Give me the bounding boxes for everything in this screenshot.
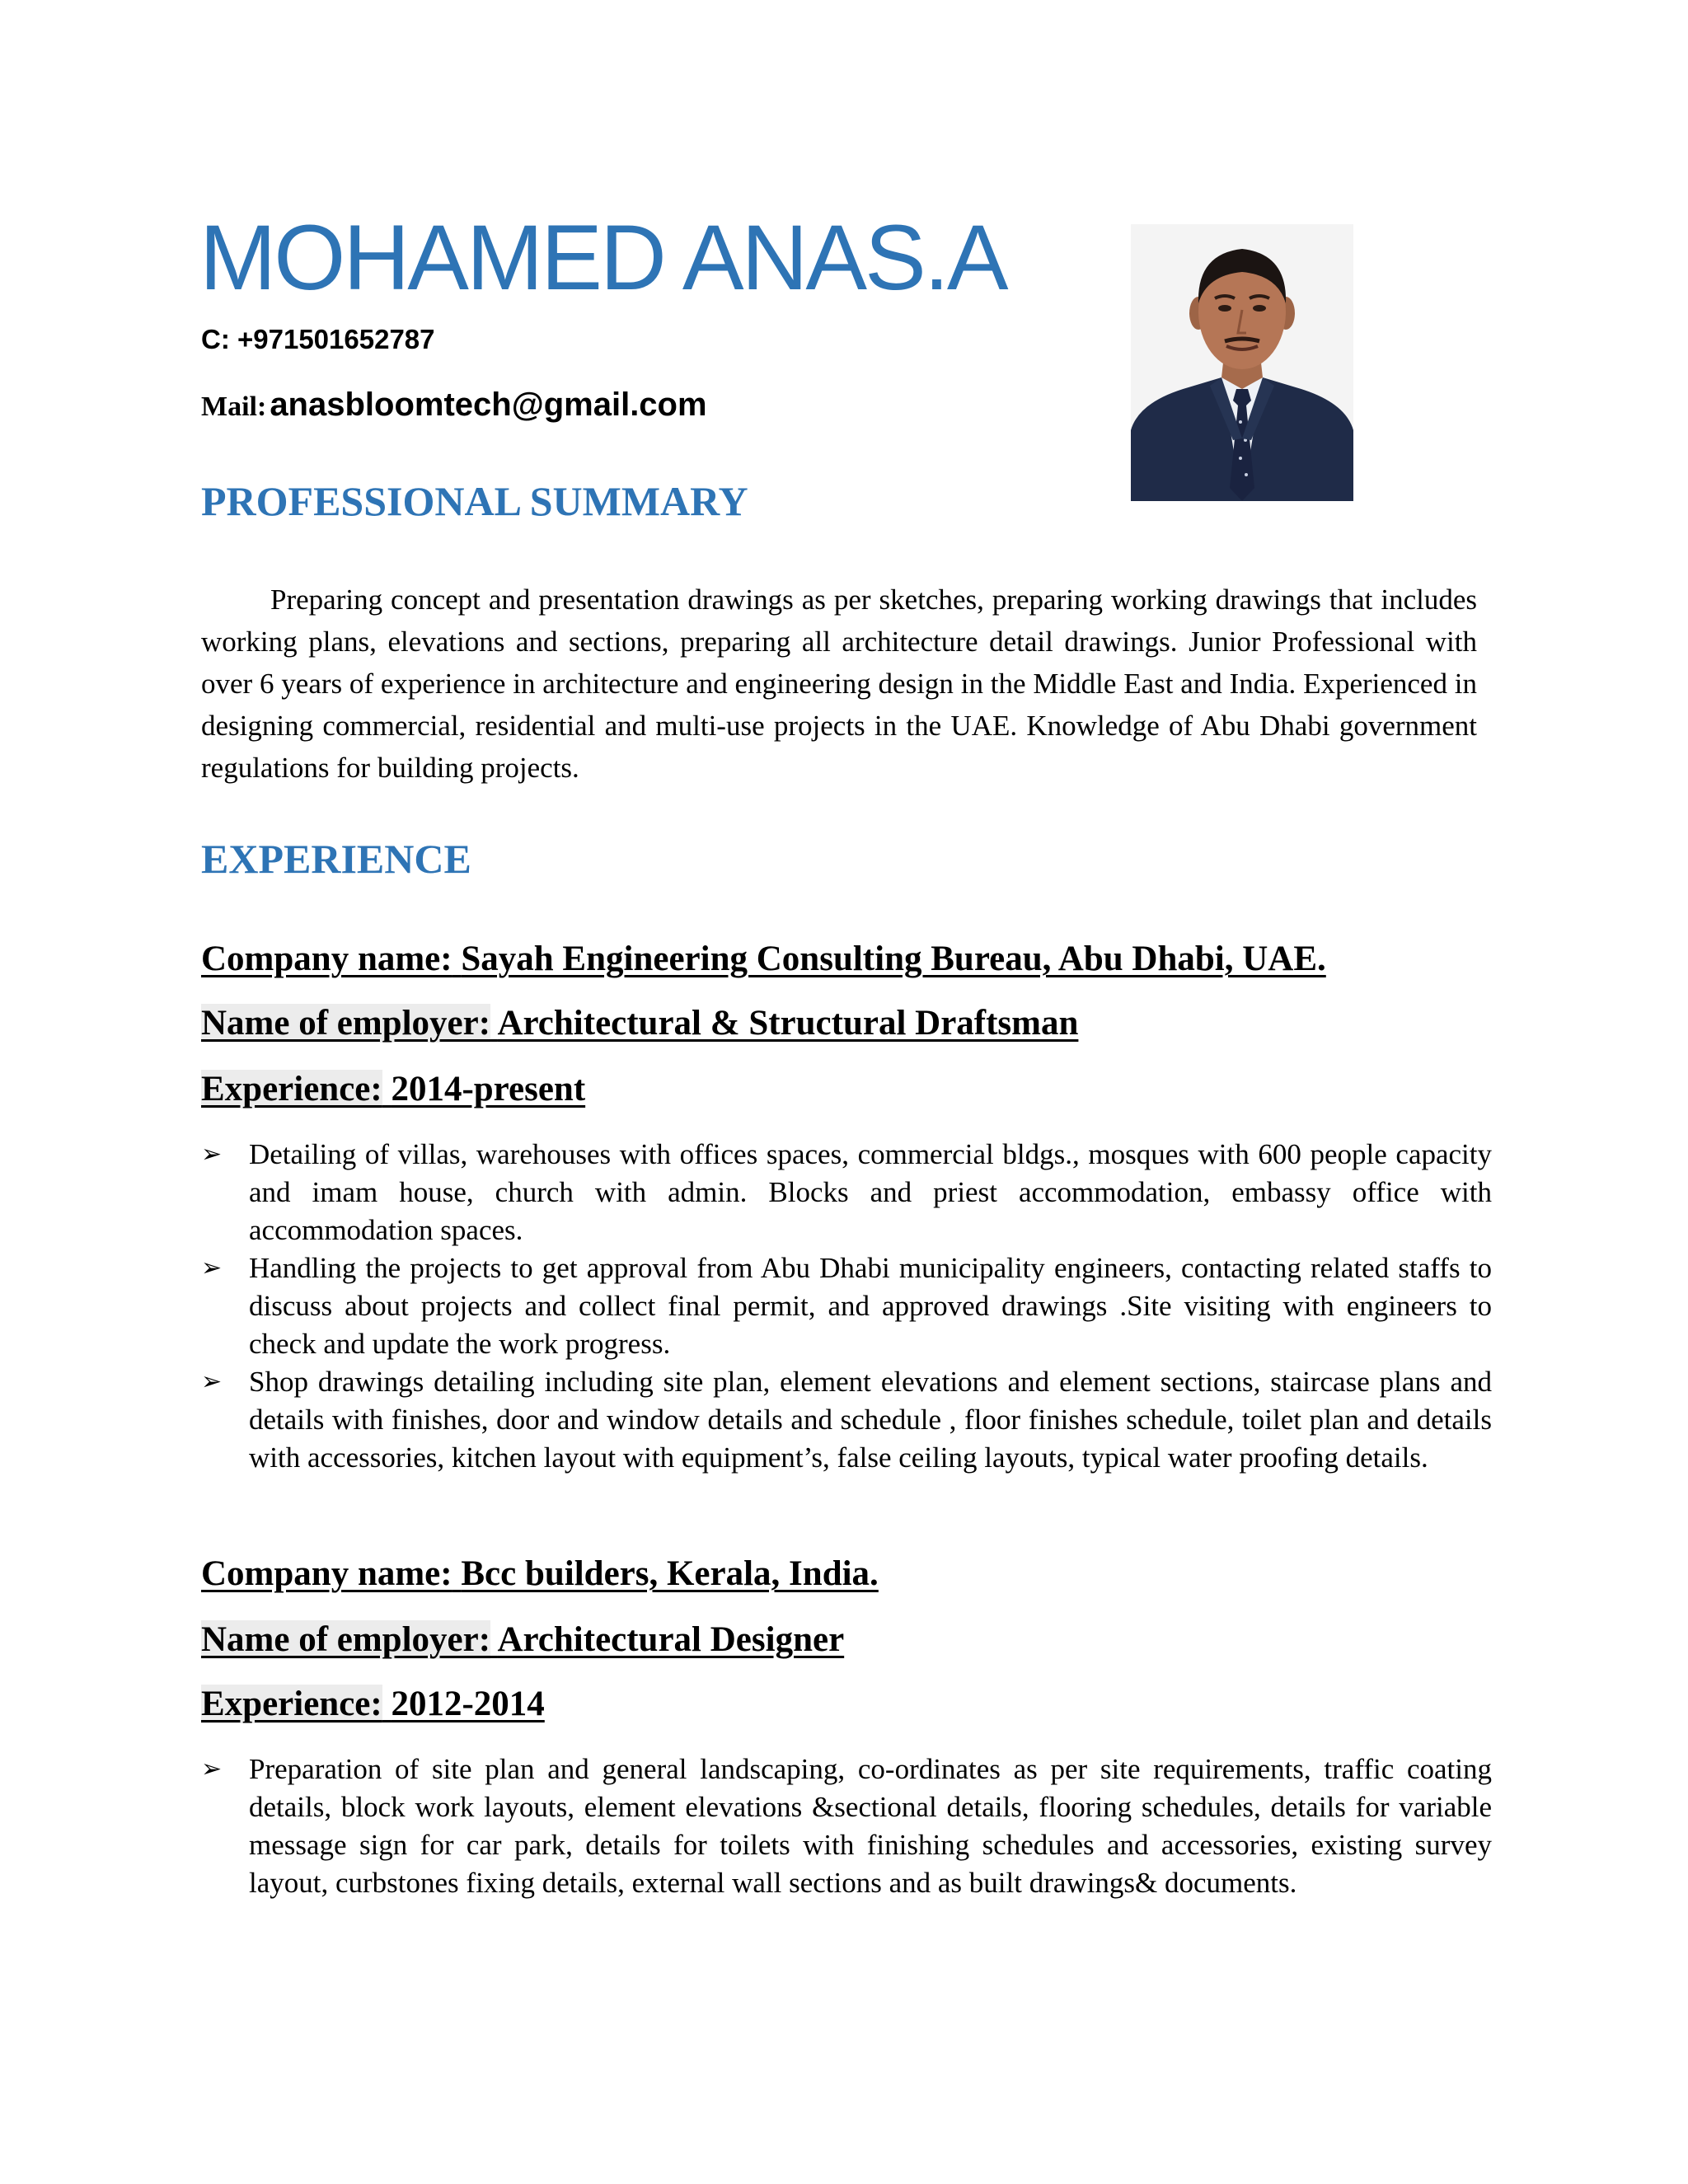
employer-label: Name of employer:	[201, 1620, 491, 1659]
portrait-image	[1131, 224, 1353, 501]
job2-period	[201, 1681, 545, 1727]
period-value: 2012-2014	[391, 1685, 545, 1723]
job2-duties	[201, 1750, 1492, 1902]
profile-photo	[1131, 224, 1353, 501]
job1-employer	[201, 1001, 1078, 1047]
job2-employer	[201, 1617, 844, 1663]
duty-text: Detailing of villas, warehouses with offices spaces, commercial bldgs., mosques with 600 people capacity and imam house, church with admin. Blocks and priest accommodation, embassy office with accommodation spaces.	[249, 1138, 1492, 1246]
arrowhead-bullet-icon: ➢	[201, 1755, 223, 1783]
mail-line	[201, 384, 707, 433]
job1-duties	[201, 1136, 1492, 1477]
list-item	[201, 1136, 1492, 1249]
phone-value: +971501652787	[237, 324, 435, 354]
phone-line	[201, 323, 435, 356]
summary-heading: PROFESSIONAL SUMMARY	[201, 478, 748, 524]
phone-label: C:	[201, 324, 230, 354]
mail-label: Mail:	[201, 391, 267, 422]
period-label: Experience:	[201, 1685, 382, 1723]
employer-value: Architectural Designer	[497, 1620, 845, 1659]
arrowhead-bullet-icon: ➢	[201, 1367, 223, 1396]
job1-period	[201, 1066, 585, 1113]
employer-value: Architectural & Structural Draftsman	[497, 1004, 1079, 1043]
duty-text: Shop drawings detailing including site plan, element elevations and element sections, staircase plans and details with finishes, door and window details and schedule , floor finishes schedule, toilet plan and details with accessories, kitchen layout with equipment’s, false ceiling layouts, typical water proofing details.	[249, 1366, 1492, 1474]
job1-company	[201, 936, 1326, 982]
company-value: Sayah Engineering Consulting Bureau, Abu Dhabi, UAE.	[461, 940, 1326, 978]
company-value: Bcc builders, Kerala, India.	[461, 1554, 879, 1593]
period-value: 2014-present	[391, 1070, 586, 1108]
summary-paragraph: Preparing concept and presentation drawings as per sketches, preparing working drawings that includes working plans, elevations and sections, preparing all architecture detail drawings. Junior Professional with over 6 years of experience in architecture and engineering design in the Middle East and India. Experienced in designing commercial, residential and multi-use projects in the UAE. Knowledge of Abu Dhabi government regulations for building projects.	[201, 583, 1477, 784]
period-label: Experience:	[201, 1070, 382, 1108]
experience-heading: EXPERIENCE	[201, 836, 471, 882]
employer-label: Name of employer:	[201, 1004, 491, 1043]
mail-value: anasbloomtech@gmail.com	[270, 387, 707, 423]
list-item	[201, 1750, 1492, 1902]
duty-text: Handling the projects to get approval from Abu Dhabi municipality engineers, contacting related staffs to discuss about projects and collect final permit, and approved drawings .Site visiting with engineers to check and update the work progress.	[249, 1252, 1492, 1360]
list-item	[201, 1363, 1492, 1477]
arrowhead-bullet-icon: ➢	[201, 1140, 223, 1169]
duty-text: Preparation of site plan and general landscaping, co-ordinates as per site requirements, traffic coating details, block work layouts, element elevations &sectional details, flooring schedules, details for variable message sign for car park, details for toilets with finishing schedules and accessories, existing survey layout, curbstones fixing details, external wall sections and as built drawings& documents.	[249, 1753, 1492, 1899]
job2-company	[201, 1551, 879, 1597]
arrowhead-bullet-icon: ➢	[201, 1254, 223, 1282]
candidate-name: MOHAMED ANAS.A	[199, 206, 1006, 309]
list-item	[201, 1249, 1492, 1363]
company-label: Company name:	[201, 940, 452, 978]
company-label: Company name:	[201, 1554, 452, 1593]
